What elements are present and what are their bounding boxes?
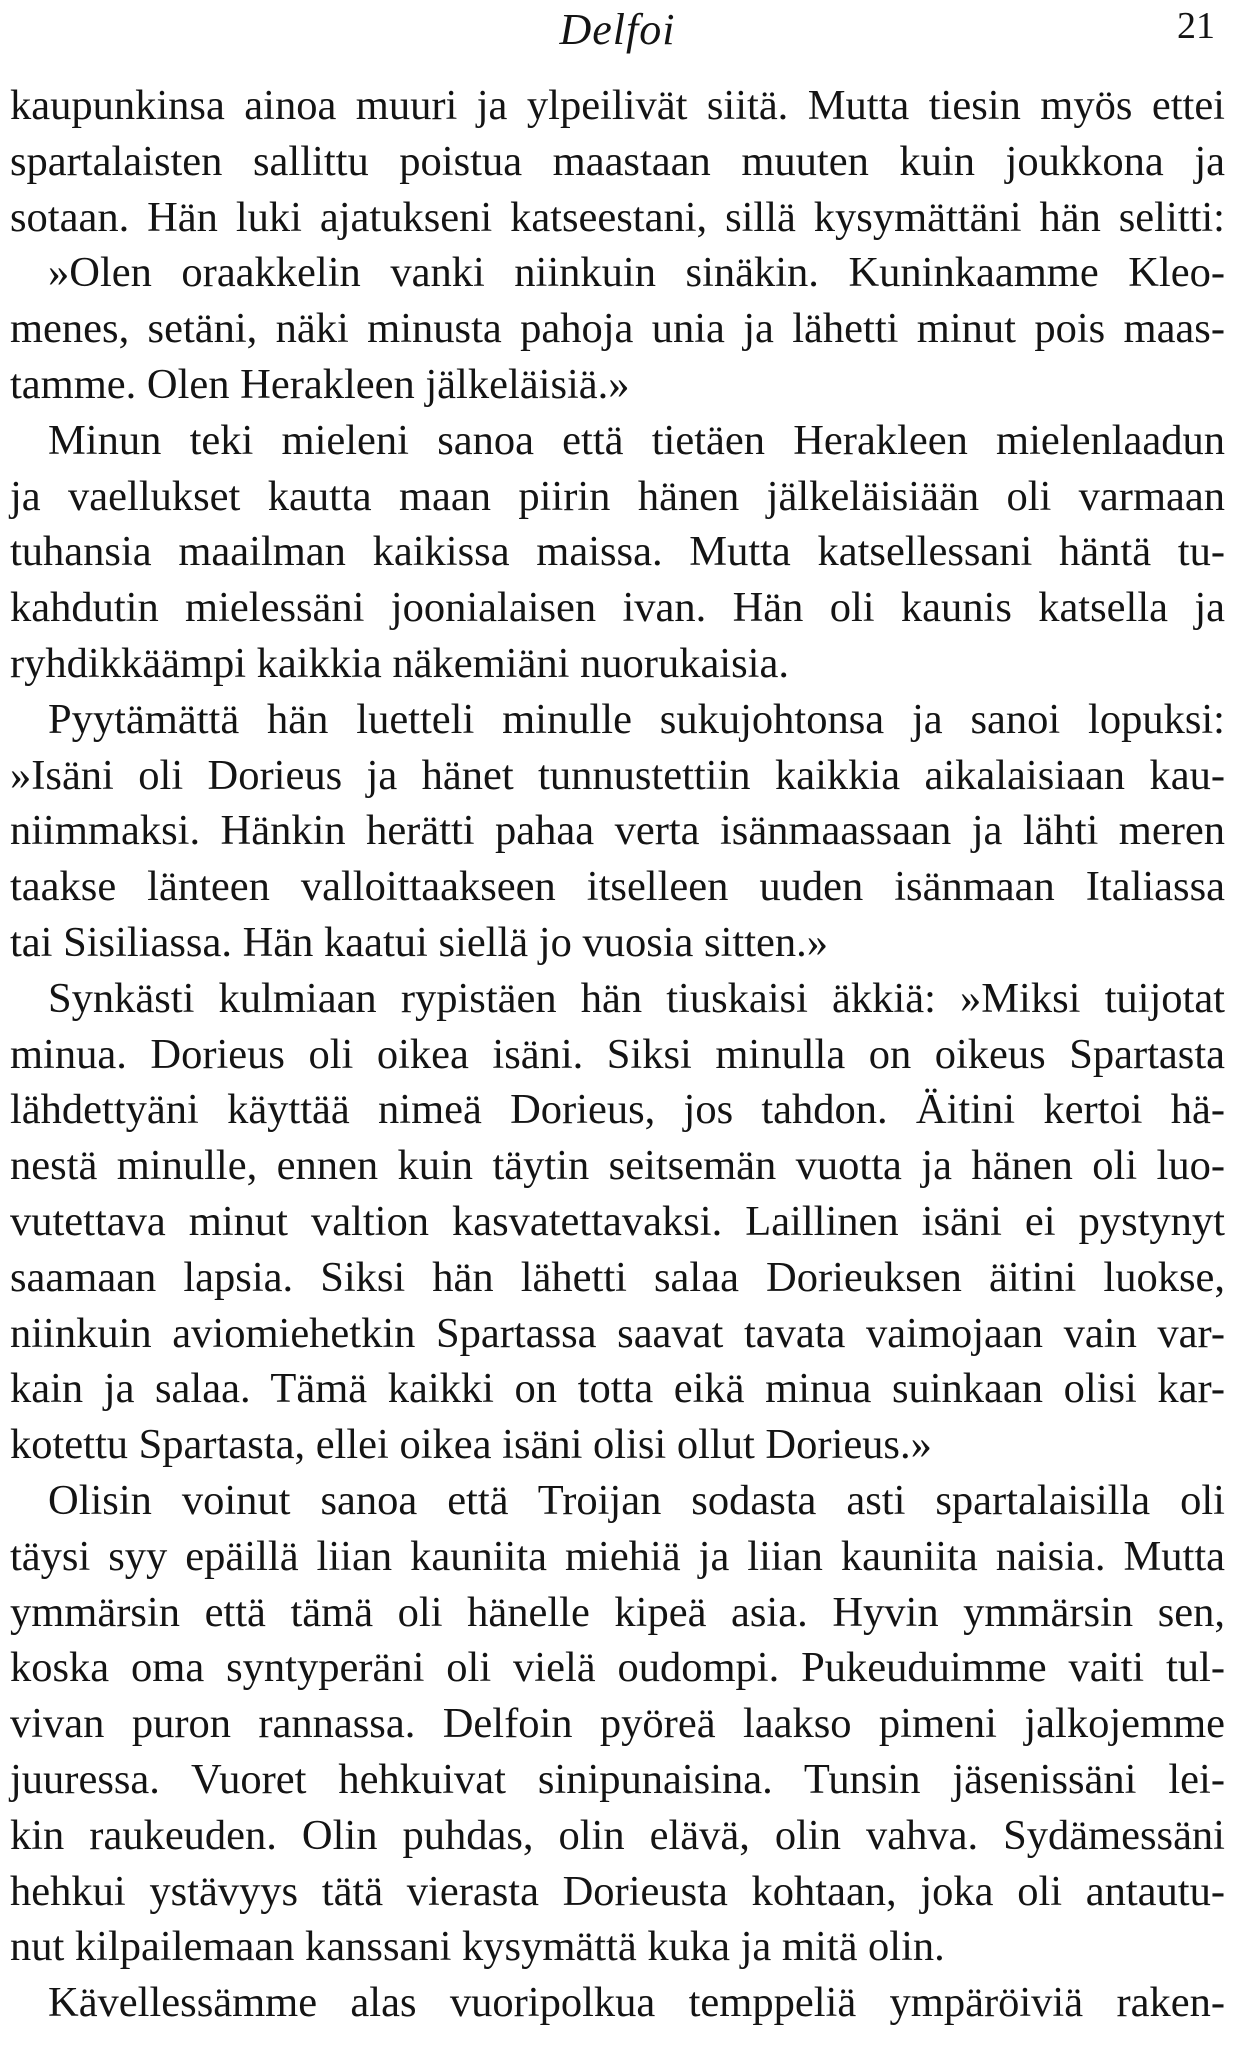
text-line: Pyytämättä hän luetteli minulle sukujohtonsa ja sanoi lopuksi: bbox=[48, 695, 1225, 743]
text-line: kotettu Spartasta, ellei oikea isäni olisi ollut Dorieus.» bbox=[10, 1421, 932, 1469]
page-number: 21 bbox=[1177, 5, 1215, 47]
text-line: kaupunkinsa ainoa muuri ja ylpeilivät siitä. Mutta tiesin myös ettei bbox=[10, 82, 1225, 129]
text-line: spartalaisten sallittu poistua maastaan muuten kuin joukkona ja bbox=[10, 137, 1225, 185]
text-line: nestä minulle, ennen kuin täytin seitsemän vuotta ja hänen oli luo- bbox=[10, 1142, 1225, 1190]
text-line: Minun teki mieleni sanoa että tietäen Herakleen mielenlaadun bbox=[48, 416, 1225, 464]
running-title: Delfoi bbox=[559, 5, 676, 54]
text-line: nut kilpailemaan kanssani kysymättä kuka ja mitä olin. bbox=[10, 1923, 945, 1971]
text-line: hehkui ystävyys tätä vierasta Dorieusta kohtaan, joka oli antautu- bbox=[10, 1867, 1225, 1915]
text-line: menes, setäni, näki minusta pahoja unia ja lähetti minut pois maas- bbox=[10, 305, 1225, 353]
text-line: Synkästi kulmiaan rypistäen hän tiuskaisi äkkiä: »Miksi tuijotat bbox=[48, 974, 1225, 1022]
text-line: ryhdikkäämpi kaikkia näkemiäni nuorukaisia. bbox=[10, 639, 789, 687]
running-head bbox=[10, 0, 1225, 54]
text-line: vivan puron rannassa. Delfoin pyöreä laakso pimeni jalkojemme bbox=[10, 1700, 1225, 1748]
text-line: taakse länteen valloittaakseen itselleen uuden isänmaan Italiassa bbox=[10, 863, 1225, 911]
body-text bbox=[10, 78, 1225, 2031]
text-line: kahdutin mielessäni joonialaisen ivan. Hän oli kaunis katsella ja bbox=[10, 584, 1225, 632]
text-line: Olisin voinut sanoa että Troijan sodasta asti spartalaisilla oli bbox=[48, 1476, 1225, 1524]
text-line: lähdettyäni käyttää nimeä Dorieus, jos tahdon. Äitini kertoi hä- bbox=[10, 1086, 1225, 1134]
text-line: »Isäni oli Dorieus ja hänet tunnustettiin kaikkia aikalaisiaan kau- bbox=[10, 751, 1225, 799]
text-line: minua. Dorieus oli oikea isäni. Siksi minulla on oikeus Spartasta bbox=[10, 1030, 1225, 1078]
text-line: täysi syy epäillä liian kauniita miehiä ja liian kauniita naisia. Mutta bbox=[10, 1532, 1225, 1580]
text-line: sotaan. Hän luki ajatukseni katseestani, sillä kysymättäni hän selitti: bbox=[10, 193, 1225, 241]
text-line: juuressa. Vuoret hehkuivat sinipunaisina. Tunsin jäsenissäni lei- bbox=[10, 1755, 1225, 1803]
text-line: vutettava minut valtion kasvatettavaksi. Laillinen isäni ei pystynyt bbox=[10, 1197, 1225, 1245]
text-line: saamaan lapsia. Siksi hän lähetti salaa Dorieuksen äitini luokse, bbox=[10, 1253, 1225, 1301]
text-line: ja vaellukset kautta maan piirin hänen jälkeläisiään oli varmaan bbox=[10, 472, 1225, 520]
text-line: »Olen oraakkelin vanki niinkuin sinäkin. Kuninkaamme Kleo- bbox=[48, 249, 1225, 297]
text-line: tamme. Olen Herakleen jälkeläisiä.» bbox=[10, 360, 630, 408]
text-line: Kävellessämme alas vuoripolkua temppeliä ympäröiviä raken- bbox=[48, 1979, 1225, 2027]
text-line: niinkuin aviomiehetkin Spartassa saavat tavata vaimojaan vain var- bbox=[10, 1309, 1225, 1357]
text-line: niimmaksi. Hänkin herätti pahaa verta isänmaassaan ja lähti meren bbox=[10, 807, 1225, 855]
text-line: ymmärsin että tämä oli hänelle kipeä asia. Hyvin ymmärsin sen, bbox=[10, 1588, 1225, 1636]
text-line: kain ja salaa. Tämä kaikki on totta eikä minua suinkaan olisi kar- bbox=[10, 1365, 1225, 1413]
text-line: tuhansia maailman kaikissa maissa. Mutta katsellessani häntä tu- bbox=[10, 528, 1225, 576]
text-line: koska oma syntyperäni oli vielä oudompi. Pukeuduimme vaiti tul- bbox=[10, 1644, 1225, 1692]
text-line: tai Sisiliassa. Hän kaatui siellä jo vuosia sitten.» bbox=[10, 918, 829, 966]
text-line: kin raukeuden. Olin puhdas, olin elävä, olin vahva. Sydämessäni bbox=[10, 1811, 1225, 1859]
